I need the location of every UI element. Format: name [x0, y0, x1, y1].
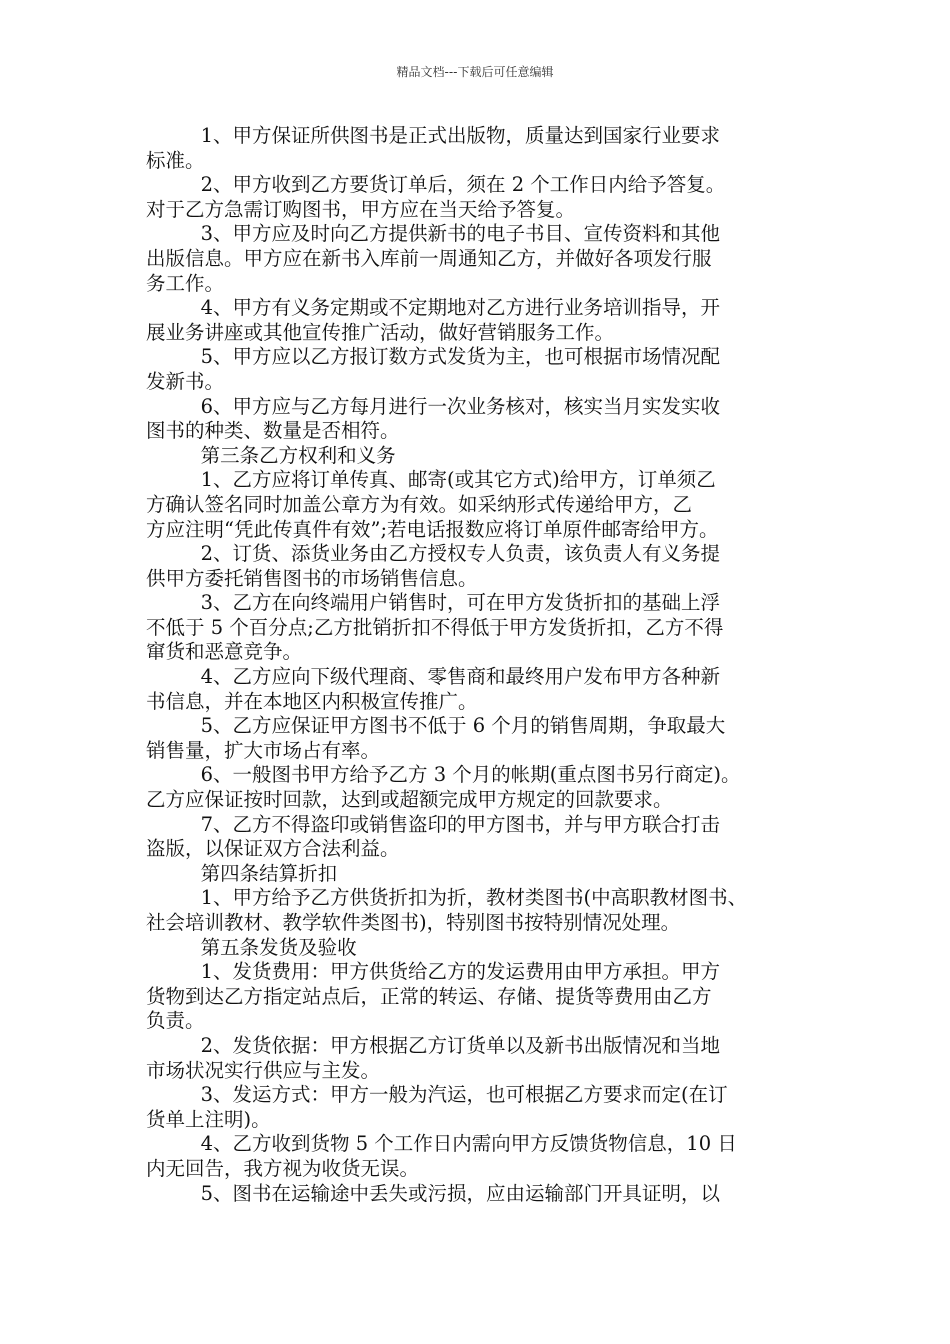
text-line: 内无回告，我方视为收货无误。 [146, 1156, 420, 1180]
text-line: 货物到达乙方指定站点后，正常的转运、存储、提货等费用由乙方 [146, 984, 712, 1008]
text-line: 1、乙方应将订单传真、邮寄(或其它方式)给甲方，订单须乙 [200, 468, 716, 492]
text-line: 1、发货费用：甲方供货给乙方的发运费用由甲方承担。甲方 [200, 960, 721, 984]
text-line: 方应注明“凭此传真件有效”;若电话报数应将订单原件邮寄给甲方。 [146, 517, 719, 541]
text-line: 书信息，并在本地区内积极宣传推广。 [146, 689, 478, 713]
text-line: 销售量，扩大市场占有率。 [146, 738, 381, 762]
text-line: 供甲方委托销售图书的市场销售信息。 [146, 566, 478, 590]
text-line: 2、订货、添货业务由乙方授权专人负责，该负责人有义务提 [200, 542, 721, 566]
text-line: 第五条发货及验收 [200, 935, 357, 959]
text-line: 标准。 [146, 148, 205, 172]
text-line: 窜货和恶意竞争。 [146, 640, 303, 664]
text-line: 1、甲方保证所供图书是正式出版物，质量达到国家行业要求 [200, 124, 721, 147]
text-line: 4、乙方应向下级代理商、零售商和最终用户发布甲方各种新 [200, 665, 721, 689]
text-line: 5、图书在运输途中丢失或污损，应由运输部门开具证明，以 [200, 1181, 721, 1205]
page-header: 精品文档---下载后可任意编辑 [396, 65, 554, 79]
document-body [146, 124, 810, 1206]
text-line: 展业务讲座或其他宣传推广活动，做好营销服务工作。 [146, 320, 615, 344]
text-line: 对于乙方急需订购图书，甲方应在当天给予答复。 [146, 197, 576, 221]
text-line: 4、乙方收到货物 5 个工作日内需向甲方反馈货物信息，10 日 [200, 1132, 737, 1156]
text-line: 3、乙方在向终端用户销售时，可在甲方发货折扣的基础上浮 [200, 591, 721, 615]
text-line: 7、乙方不得盗印或销售盗印的甲方图书，并与甲方联合打击 [200, 812, 721, 836]
text-line: 方确认签名同时加盖公章方为有效。如采纳形式传递给甲方，乙 [146, 492, 693, 516]
text-line: 1、甲方给予乙方供货折扣为折，教材类图书(中高职教材图书、 [200, 886, 748, 910]
text-line: 社会培训教材、教学软件类图书)，特别图书按特别情况处理。 [146, 911, 681, 934]
text-line: 务工作。 [146, 271, 225, 295]
text-line: 乙方应保证按时回款，达到或超额完成甲方规定的回款要求。 [146, 788, 673, 812]
text-line: 2、甲方收到乙方要货订单后，须在 2 个工作日内给予答复。 [200, 173, 726, 197]
text-line: 5、乙方应保证甲方图书不低于 6 个月的销售周期，争取最大 [200, 714, 726, 738]
text-line: 3、发运方式：甲方一般为汽运，也可根据乙方要求而定(在订 [200, 1083, 728, 1107]
text-line: 货单上注明)。 [146, 1107, 271, 1131]
text-line: 5、甲方应以乙方报订数方式发货为主，也可根据市场情况配 [200, 345, 721, 369]
text-line: 不低于 5 个百分点;乙方批销折扣不得低于甲方发货折扣，乙方不得 [146, 615, 724, 639]
text-line: 发新书。 [146, 369, 225, 393]
text-line: 第三条乙方权利和义务 [200, 443, 396, 467]
text-line: 4、甲方有义务定期或不定期地对乙方进行业务培训指导，开 [200, 296, 721, 320]
text-line: 第四条结算折扣 [200, 861, 338, 885]
text-line: 图书的种类、数量是否相符。 [146, 419, 400, 443]
text-line: 6、一般图书甲方给予乙方 3 个月的帐期(重点图书另行商定)。 [200, 763, 741, 787]
text-line: 3、甲方应及时向乙方提供新书的电子书目、宣传资料和其他 [200, 222, 721, 246]
text-line: 盗版，以保证双方合法利益。 [146, 837, 400, 861]
text-line: 2、发货依据：甲方根据乙方订货单以及新书出版情况和当地 [200, 1033, 721, 1057]
text-line: 6、甲方应与乙方每月进行一次业务核对，核实当月实发实收 [200, 394, 721, 418]
text-line: 负责。 [146, 1009, 205, 1033]
text-line: 出版信息。甲方应在新书入库前一周通知乙方，并做好各项发行服 [146, 246, 712, 270]
text-line: 市场状况实行供应与主发。 [146, 1058, 381, 1082]
